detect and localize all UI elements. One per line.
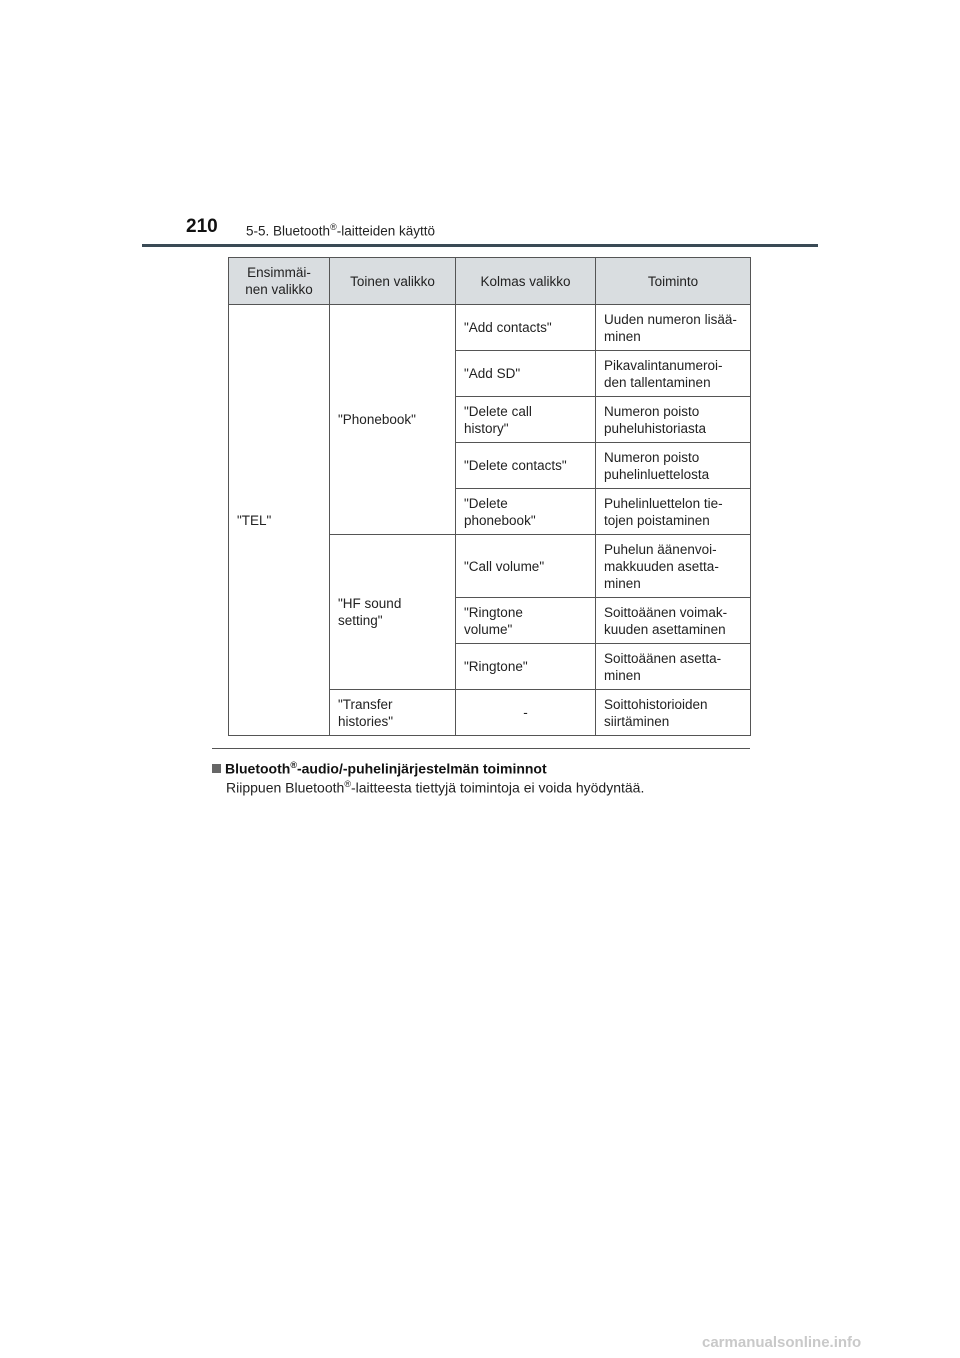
body-text [226,779,644,796]
registered-mark: ® [344,779,351,789]
third-menu-cell: "Delete phonebook" [456,489,596,535]
section-title [246,222,435,239]
menu-table [228,257,751,736]
first-menu-cell: "TEL" [229,305,330,736]
third-menu-cell: "Delete call history" [456,397,596,443]
page-number: 210 [186,216,218,237]
function-cell: Numeron poisto puhelinluettelosta [596,443,751,489]
function-cell: Soittoäänen voimak- kuuden asettaminen [596,598,751,644]
heading-prefix: Bluetooth [225,760,291,777]
section-heading [212,760,547,777]
section-title-prefix: 5-5. Bluetooth [246,223,331,239]
third-menu-cell: "Ringtone volume" [456,598,596,644]
section-title-suffix: -laitteiden käyttö [336,223,436,239]
function-cell: Puhelun äänenvoi- makkuuden asetta- minen [596,535,751,598]
registered-mark: ® [290,760,297,770]
bottom-rule [212,748,750,749]
function-cell: Pikavalintanumeroi- den tallentaminen [596,351,751,397]
second-menu-cell: "HF sound setting" [330,535,456,690]
table-row [229,305,751,351]
column-header-third-menu: Kolmas valikko [456,258,596,305]
column-header-first-menu: Ensimmäi- nen valikko [229,258,330,305]
body-prefix: Riippuen Bluetooth [226,779,345,796]
second-menu-cell: "Phonebook" [330,305,456,535]
column-header-second-menu: Toinen valikko [330,258,456,305]
body-suffix: -laitteesta tiettyjä toimintoja ei voida hyödyntää. [350,779,645,796]
third-menu-cell: "Call volume" [456,535,596,598]
watermark: carmanualsonline.info [702,1334,862,1351]
third-menu-cell: "Add SD" [456,351,596,397]
third-menu-cell: "Add contacts" [456,305,596,351]
heading-suffix: -audio/-puhelinjärjestelmän toiminnot [296,760,547,777]
function-cell: Soittohistorioiden siirtäminen [596,690,751,736]
header-rule [142,244,818,247]
third-menu-cell: - [456,690,596,736]
third-menu-cell: "Delete contacts" [456,443,596,489]
third-menu-cell: "Ringtone" [456,644,596,690]
column-header-function: Toiminto [596,258,751,305]
function-cell: Soittoäänen asetta- minen [596,644,751,690]
function-cell: Puhelinluettelon tie- tojen poistaminen [596,489,751,535]
second-menu-cell: "Transfer histories" [330,690,456,736]
function-cell: Numeron poisto puheluhistoriasta [596,397,751,443]
square-bullet-icon [212,764,221,773]
registered-mark: ® [330,222,337,232]
function-cell: Uuden numeron lisää- minen [596,305,751,351]
table-header-row [229,258,751,305]
